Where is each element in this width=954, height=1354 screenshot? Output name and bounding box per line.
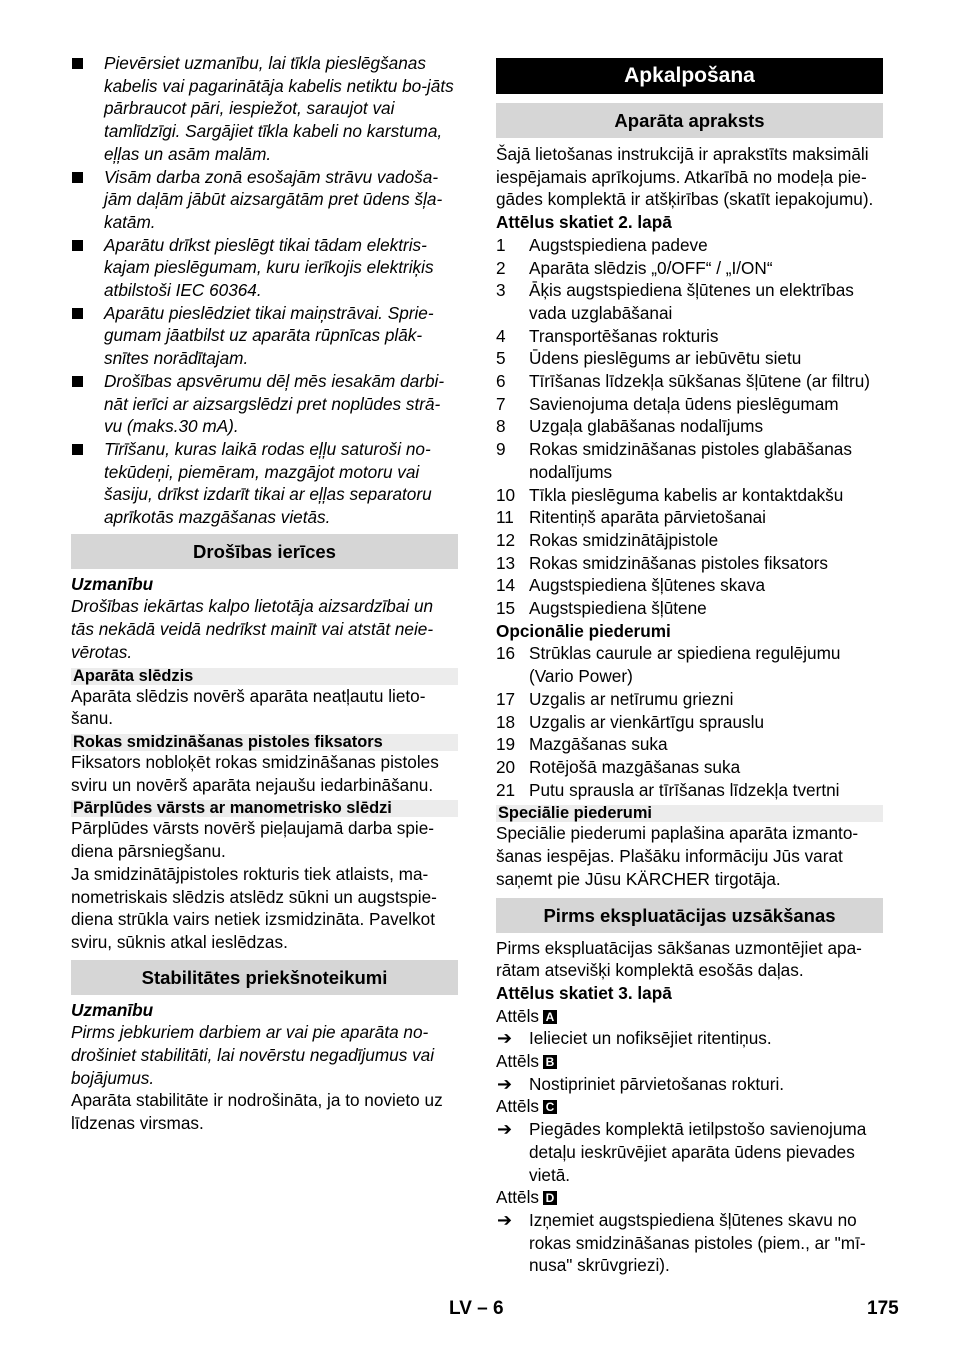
- stability-text: Aparāta stabilitāte ir nodrošināta, ja to novieto uz līdzenas virsmas.: [71, 1090, 443, 1134]
- component-list: [496, 234, 883, 620]
- list-item: Aparātu drīkst pieslēgt tikai tādam elektris-kajam pieslēgumam, kuru ierīkojis elektriķis atbilstoši IEC 60364.: [71, 234, 458, 302]
- figure-b-icon: B: [543, 1055, 557, 1069]
- see-page-3: Attēlus skatiet 3. lapā: [496, 982, 672, 1003]
- special-accessories-text: Speciālie piederumi paplašina aparāta izmanto-šanas iespējas. Plašāku informāciju Jūs varat saņemt pie Jūsu KÄRCHER tirgotāja.: [496, 823, 859, 889]
- instruction-step: ➔ Nostipriniet pārvietošanas rokturi.: [497, 1073, 785, 1094]
- subheading-device-switch: Aparāta slēdzis: [71, 668, 458, 685]
- instruction-step: ➔ Izņemiet augstspiediena šļūtenes skavu no rokas smidzināšanas pistoles (piem., ar "mī-nusa" skrūvgriezi).: [497, 1209, 866, 1276]
- list-item: 17 Uzgalis ar netīrumu griezni: [496, 688, 734, 709]
- attention-label: Uzmanību: [71, 573, 154, 594]
- figure-c-icon: C: [543, 1100, 557, 1114]
- figure-label: Attēls D: [496, 1186, 883, 1209]
- figure-label: Attēls C: [496, 1095, 883, 1118]
- square-bullet-icon: [72, 444, 83, 455]
- list-item: 2 Aparāta slēdzis „0/OFF“ / „I/ON“: [496, 257, 773, 278]
- list-item: 7 Savienojuma detaļa ūdens pieslēgumam: [496, 393, 839, 414]
- list-item: 4 Transportēšanas rokturis: [496, 325, 719, 346]
- list-item: 12 Rokas smidzinātājpistole: [496, 529, 719, 550]
- list-item: 16 Strūklas caurule ar spiediena regulējumu (Vario Power): [496, 643, 841, 687]
- list-item: Visām darba zonā esošajām strāvu vadoša-jām daļām jābūt aizsargātām pret ūdens šļa-katām.: [71, 166, 458, 234]
- list-item: 20 Rotējošā mazgāšanas suka: [496, 756, 741, 777]
- section-heading-stability: Stabilitātes priekšnoteikumi: [71, 960, 458, 995]
- before-start-intro: Pirms ekspluatācijas sākšanas uzmontējiet apa-rātam atsevišķi komplektā esošās daļas.: [496, 937, 862, 981]
- list-item: 9 Rokas smidzināšanas pistoles glabāšanas nodalījums: [496, 439, 852, 482]
- list-item: 11 Ritentiņš aparāta pārvietošanai: [496, 507, 766, 528]
- section-heading-description: Aparāta apraksts: [496, 103, 883, 138]
- list-item: 18 Uzgalis ar vienkārtīgu sprauslu: [496, 711, 765, 732]
- list-item: 8 Uzgaļa glabāšanas nodalījums: [496, 416, 764, 437]
- attention-text: Drošības iekārtas kalpo lietotāja aizsardzībai un tās nekādā veidā nedrīkst mainīt vai atstāt neie-vērotas.: [71, 596, 434, 662]
- square-bullet-icon: [72, 172, 83, 183]
- list-item: 3 Āķis augstspiediena šļūtenes un elektrības vada uzglabāšanai: [496, 280, 854, 323]
- overflow-valve-text-1: Pārplūdes vārsts novērš pieļaujamā darba spie-diena pārsniegšanu.: [71, 818, 435, 862]
- see-page-2: Attēlus skatiet 2. lapā: [496, 212, 672, 233]
- section-heading-before-start: Pirms ekspluatācijas uzsākšanas: [496, 898, 883, 933]
- safety-bullet-list: [71, 52, 458, 529]
- device-switch-text: Aparāta slēdzis novērš aparāta neatļautu lieto-šanu.: [71, 685, 426, 729]
- arrow-right-icon: ➔: [497, 1073, 513, 1094]
- figure-a-icon: A: [543, 1010, 557, 1024]
- square-bullet-icon: [72, 308, 83, 319]
- figure-label: Attēls A: [496, 1005, 883, 1028]
- list-item: 21 Putu sprausla ar tīrīšanas līdzekļa tvertni: [496, 779, 840, 800]
- square-bullet-icon: [72, 240, 83, 251]
- figure-label: Attēls B: [496, 1050, 883, 1073]
- main-heading-operation: Apkalpošana: [496, 58, 883, 94]
- attention-label: Uzmanību: [71, 999, 154, 1020]
- right-column: [496, 58, 883, 1277]
- footer-language-page: LV – 6: [449, 1298, 504, 1319]
- list-item: 15 Augstspiediena šļūtene: [496, 598, 707, 619]
- section-heading-safety-devices: Drošības ierīces: [71, 534, 458, 569]
- subheading-special-accessories: Speciālie piederumi: [496, 805, 883, 822]
- arrow-right-icon: ➔: [497, 1119, 513, 1140]
- description-intro: Šajā lietošanas instrukcijā ir aprakstīts maksimāli iespējamais aprīkojums. Atkarībā no modeļa pie-gādes komplektā ir atšķirības (skatīt iepakojumu).: [496, 144, 874, 210]
- attention-text: Pirms jebkuriem darbiem ar vai pie aparāta no-drošiniet stabilitāti, lai novērstu negadījumus vai bojājumus.: [71, 1022, 435, 1088]
- list-item: Drošības apsvērumu dēļ mēs iesakām darbi-nāt ierīci ar aizsargslēdzi pret noplūdes strā-vu (maks.30 mA).: [71, 370, 458, 438]
- list-item: 13 Rokas smidzināšanas pistoles fiksators: [496, 552, 828, 573]
- optional-accessories-heading: Opcionālie piederumi: [496, 620, 671, 641]
- list-item: 14 Augstspiediena šļūtenes skava: [496, 575, 766, 596]
- left-column: [71, 52, 458, 1135]
- list-item: 19 Mazgāšanas suka: [496, 734, 668, 755]
- arrow-right-icon: ➔: [497, 1028, 513, 1049]
- instruction-step: ➔ Ielieciet un nofiksējiet ritentiņus.: [497, 1028, 772, 1049]
- list-item: 1 Augstspiediena padeve: [496, 234, 708, 255]
- list-item: Tīrīšanu, kuras laikā rodas eļļu saturoši no-tekūdeņi, piemēram, mazgājot motoru vai šasiju, drīkst izdarīt tikai ar eļļas separatoru aprīkotās mazgāšanas vietās.: [71, 438, 458, 529]
- list-item: 5 Ūdens pieslēgums ar iebūvētu sietu: [496, 348, 802, 369]
- optional-accessories-list: [496, 642, 883, 801]
- square-bullet-icon: [72, 376, 83, 387]
- list-item: 6 Tīrīšanas līdzekļa sūkšanas šļūtene (ar filtru): [496, 371, 871, 392]
- square-bullet-icon: [72, 58, 83, 69]
- list-item: Pievērsiet uzmanību, lai tīkla pieslēgšanas kabelis vai pagarinātāja kabelis netiktu bo-jāts pārbraucot pāri, iespiežot, saraujot vai tamlīdzīgi. Sargājiet tīkla kabeli no karstuma, eļļas un asām malām.: [71, 52, 458, 166]
- list-item: Aparātu pieslēdziet tikai maiņstrāvai. Sprie-gumam jāatbilst uz aparāta rūpnīcas plāk-snītes norādītajam.: [71, 302, 458, 370]
- list-item: 10 Tīkla pieslēguma kabelis ar kontaktdakšu: [496, 484, 844, 505]
- page-number: 175: [867, 1298, 899, 1319]
- figure-d-icon: D: [543, 1191, 557, 1205]
- overflow-valve-text-2: Ja smidzinātājpistoles rokturis tiek atlaists, ma-nometriskais slēdzis atslēdz sūkni un augstspie-diena strūkla vairs netiek izsmidzināta. Pavelkot sviru, sūknis atkal ieslēdzas.: [71, 863, 437, 952]
- subheading-overflow-valve: Pārplūdes vārsts ar manometrisko slēdzi: [71, 800, 458, 817]
- subheading-gun-lock: Rokas smidzināšanas pistoles fiksators: [71, 734, 458, 751]
- gun-lock-text: Fiksators nobloķēt rokas smidzināšanas pistoles sviru un novērš aparāta nejaušu iedarbināšanu.: [71, 751, 439, 795]
- instruction-step: ➔ Piegādes komplektā ietilpstošo savienojuma detaļu ieskrūvējiet aparāta ūdens pievades vietā.: [497, 1119, 867, 1185]
- arrow-right-icon: ➔: [497, 1209, 513, 1230]
